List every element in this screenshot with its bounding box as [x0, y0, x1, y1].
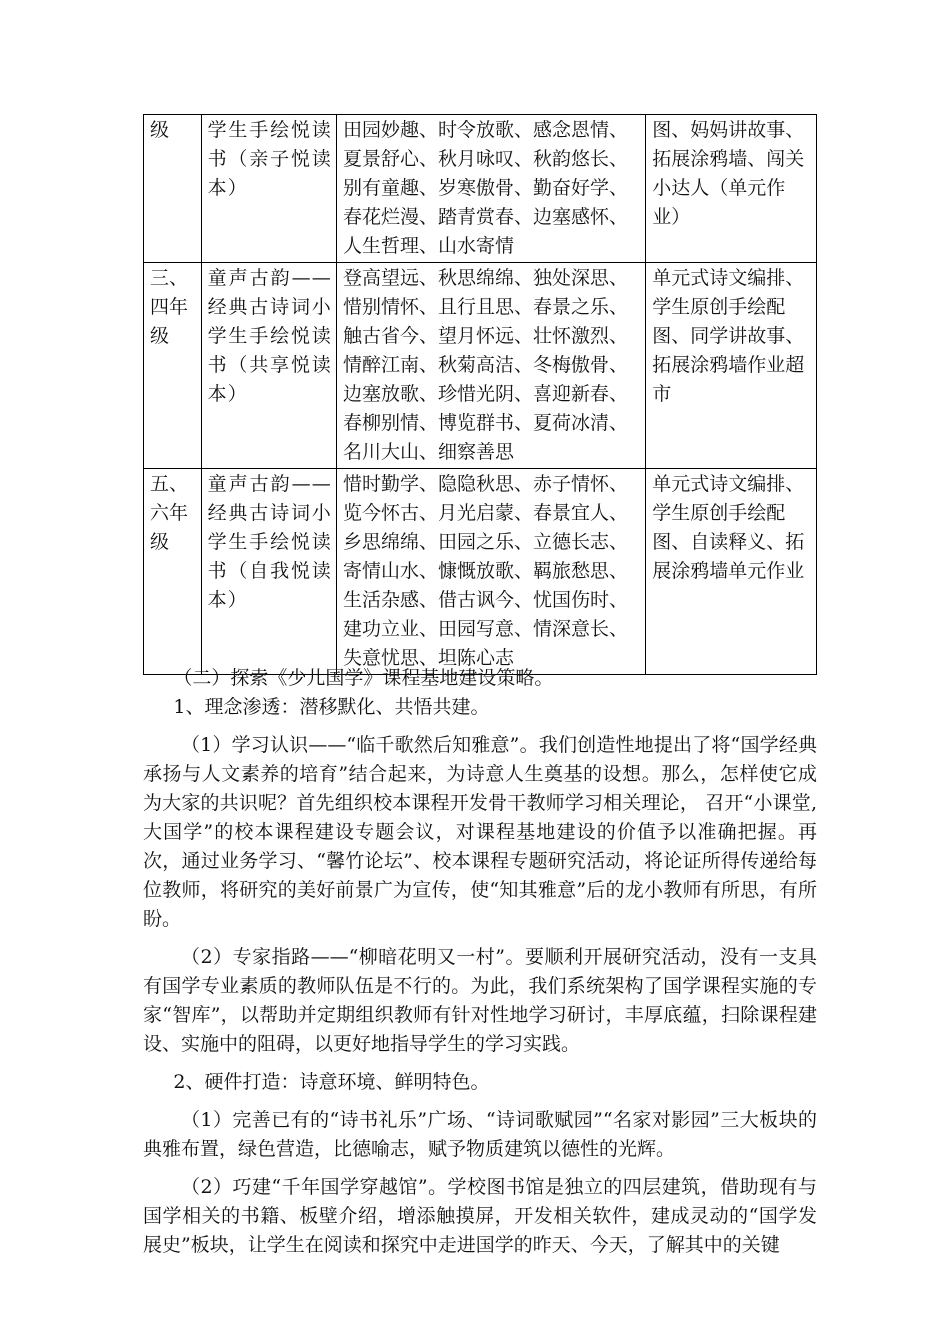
grade-cell: 三、四年级	[144, 263, 202, 469]
form-cell: 单元式诗文编排、学生原创手绘配图、同学讲故事、拓展涂鸦墙作业超市	[646, 263, 817, 469]
table-row	[144, 469, 817, 675]
book-name-cell: 童声古韵——经典古诗词小学生手绘悦读书（共享悦读本）	[201, 263, 336, 469]
paragraph-library: （2）巧建“千年国学穿越馆”。学校图书馆是独立的四层建筑，借助现有与国学相关的书籍、板壁介绍，增添触摸屏，开发相关软件，建成灵动的“国学发展史”板块，让学生在阅读和探究中走进国学的昨天、今天，了解其中的关键	[143, 1176, 817, 1256]
curriculum-table	[143, 114, 817, 675]
subsection-heading-2: 2、硬件打造：诗意环境、鲜明特色。	[173, 1071, 490, 1093]
grade-cell: 级	[144, 115, 202, 263]
paragraph-study: （1）学习认识——“临千歌然后知雅意”。我们创造性地提出了将“国学经典承扬与人文素养的培育”结合起来，为诗意人生奠基的设想。那么，怎样使它成为大家的共识呢？首先组织校本课程开发骨干教师学习相关理论， 召开“小课堂,大国学”的校本课程建设专题会议，对课程基地建设的价值予以准确把握。再次，通过业务学习、“馨竹论坛”、校本课程专题研究活动，将论证所得传递给每位教师，将研究的美好前景广为宣传，使“知其雅意”后的龙小教师有所思，有所盼。	[143, 734, 817, 930]
form-cell: 图、妈妈讲故事、拓展涂鸦墙、闯关小达人（单元作业）	[646, 115, 817, 263]
table-row	[144, 263, 817, 469]
subsection-heading-1: 1、理念渗透：潜移默化、共悟共建。	[173, 696, 490, 718]
section-heading: （二）探索《少儿国学》课程基地建设策略。	[173, 667, 554, 689]
units-cell: 田园妙趣、时令放歌、感念恩情、夏景舒心、秋月咏叹、秋韵悠长、别有童趣、岁寒傲骨、勤奋好学、春花烂漫、踏青赏春、边塞感怀、人生哲理、山水寄情	[337, 115, 646, 263]
units-cell: 登高望远、秋思绵绵、独处深思、惜别情怀、且行且思、春景之乐、触古省今、望月怀远、壮怀激烈、情醉江南、秋菊高洁、冬梅傲骨、边塞放歌、珍惜光阴、喜迎新春、春柳别情、博览群书、夏荷冰清、名川大山、细察善思	[337, 263, 646, 469]
book-name-cell: 学生手绘悦读书（亲子悦读本）	[201, 115, 336, 263]
book-name-cell: 童声古韵——经典古诗词小学生手绘悦读书（自我悦读本）	[201, 469, 336, 675]
grade-cell: 五、六年级	[144, 469, 202, 675]
form-cell: 单元式诗文编排、学生原创手绘配图、自读释义、拓展涂鸦墙单元作业	[646, 469, 817, 675]
body-text	[143, 664, 817, 1260]
table-row	[144, 115, 817, 263]
units-cell: 惜时勤学、隐隐秋思、赤子情怀、览今怀古、月光启蒙、春景宜人、乡思绵绵、田园之乐、立德长志、寄情山水、慷慨放歌、羁旅愁思、生活杂感、借古讽今、忧国伤时、建功立业、田园写意、情深意长、失意忧思、坦陈心志	[337, 469, 646, 675]
paragraph-experts: （2）专家指路——“柳暗花明又一村”。要顺利开展研究活动，没有一支具有国学专业素质的教师队伍是不行的。为此，我们系统架构了国学课程实施的专家“智库”，以帮助并定期组织教师有针对性地学习研讨，丰厚底蕴，扫除课程建设、实施中的阻碍，以更好地指导学生的学习实践。	[143, 946, 817, 1055]
paragraph-environment: （1）完善已有的“诗书礼乐”广场、“诗词歌赋园”“名家对影园”三大板块的典雅布置，绿色营造，比德喻志，赋予物质建筑以德性的光辉。	[143, 1109, 817, 1160]
